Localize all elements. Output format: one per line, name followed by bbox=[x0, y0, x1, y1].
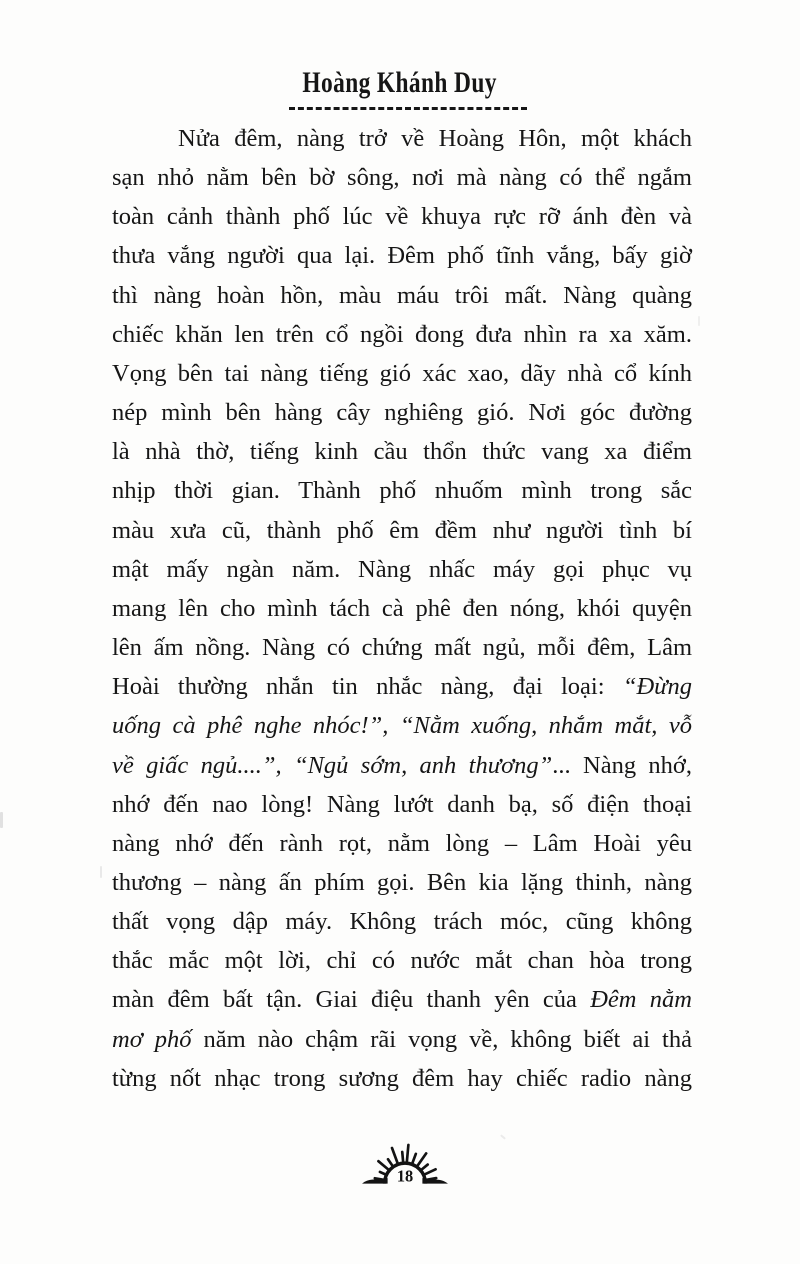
italic-quote-text: về giấc ngủ....”, “Ngủ sớm, anh thương” bbox=[112, 751, 553, 779]
scan-artifact bbox=[0, 812, 3, 828]
body-text-segment: toàn cảnh thành phố lúc về khuya rực rỡ ánh đèn và bbox=[112, 203, 692, 231]
text-line bbox=[112, 197, 692, 236]
page-number: 18 bbox=[396, 1166, 414, 1186]
body-text-segment: thắc mắc một lời, chỉ có nước mắt chan hòa trong bbox=[112, 947, 692, 975]
page-header bbox=[0, 66, 800, 100]
body-text-segment: nhớ đến nao lòng! Nàng lướt danh bạ, số điện thoại bbox=[112, 790, 692, 818]
body-text-segment: nép mình bên hàng cây nghiêng gió. Nơi góc đường bbox=[112, 399, 692, 427]
text-line bbox=[112, 746, 692, 785]
scan-artifact bbox=[698, 316, 700, 326]
body-text-segment: thưa vắng người qua lại. Đêm phố tĩnh vắng, bấy giờ bbox=[112, 242, 692, 270]
text-line bbox=[112, 785, 692, 824]
body-text-segment: nhịp thời gian. Thành phố nhuốm mình trong sắc bbox=[112, 477, 692, 505]
text-line bbox=[112, 276, 692, 315]
italic-quote-text: “Đừng bbox=[622, 673, 692, 701]
text-line bbox=[112, 432, 692, 471]
text-line bbox=[112, 354, 692, 393]
body-text-segment: Nửa đêm, nàng trở về Hoàng Hôn, một khách bbox=[178, 125, 692, 152]
body-text-segment: là nhà thờ, tiếng kinh cầu thổn thức vang xa điểm bbox=[112, 438, 692, 466]
body-text-segment: ... Nàng nhớ, bbox=[552, 751, 692, 779]
italic-quote-text: uống cà phê nghe nhóc!”, “Nằm xuống, nhắm mắt, vỗ bbox=[112, 712, 692, 740]
text-line bbox=[112, 119, 692, 158]
text-line bbox=[112, 315, 692, 354]
text-line bbox=[112, 667, 692, 706]
text-line bbox=[112, 980, 692, 1019]
text-line bbox=[112, 863, 692, 902]
text-line bbox=[112, 589, 692, 628]
body-text-segment: năm nào chậm rãi vọng về, không biết ai thả bbox=[191, 1025, 692, 1053]
dashed-divider bbox=[289, 107, 527, 110]
body-text-segment: màu xưa cũ, thành phố êm đềm như người tình bí bbox=[112, 516, 692, 544]
text-line bbox=[112, 393, 692, 432]
body-text-segment: mang lên cho mình tách cà phê đen nóng, khói quyện bbox=[112, 594, 692, 622]
text-line bbox=[112, 941, 692, 980]
text-line bbox=[112, 471, 692, 510]
body-text-segment: thất vọng dập máy. Không trách móc, cũng không bbox=[112, 908, 692, 936]
text-line bbox=[112, 511, 692, 550]
text-line bbox=[112, 902, 692, 941]
body-text-segment: từng nốt nhạc trong sương đêm hay chiếc radio nàng bbox=[112, 1064, 692, 1092]
body-text-segment: thương – nàng ấn phím gọi. Bên kia lặng thinh, nàng bbox=[112, 868, 692, 896]
body-text-segment: lên ấm nồng. Nàng có chứng mất ngủ, mỗi đêm, Lâm bbox=[112, 634, 692, 662]
text-line bbox=[112, 824, 692, 863]
author-name: Hoàng Khánh Duy bbox=[302, 66, 498, 99]
sunrise-ornament bbox=[360, 1128, 450, 1186]
body-text-segment: chiếc khăn len trên cổ ngồi đong đưa nhìn ra xa xăm. bbox=[112, 320, 692, 348]
body-text-segment: màn đêm bất tận. Giai điệu thanh yên của bbox=[112, 986, 591, 1014]
body-text-segment: nàng nhớ đến rành rọt, nằm lòng – Lâm Hoài yêu bbox=[112, 829, 692, 857]
text-line bbox=[112, 236, 692, 275]
body-text bbox=[112, 119, 692, 1098]
italic-quote-text: mơ phố bbox=[112, 1025, 192, 1053]
sunrise-ornament-icon bbox=[360, 1128, 450, 1186]
scan-artifact bbox=[100, 866, 102, 878]
text-line bbox=[112, 550, 692, 589]
scan-artifact bbox=[500, 1134, 506, 1139]
body-text-segment: thì nàng hoàn hồn, màu máu trôi mất. Nàng quàng bbox=[112, 281, 692, 309]
body-text-segment: mật mấy ngàn năm. Nàng nhấc máy gọi phục vụ bbox=[112, 555, 692, 583]
body-text-segment: Vọng bên tai nàng tiếng gió xác xao, dãy nhà cổ kính bbox=[112, 359, 692, 387]
body-text-segment: sạn nhỏ nằm bên bờ sông, nơi mà nàng có thể ngắm bbox=[112, 164, 692, 192]
text-line bbox=[112, 1020, 692, 1059]
text-line bbox=[112, 706, 692, 745]
italic-quote-text: Đêm nằm bbox=[590, 986, 692, 1014]
text-line bbox=[112, 628, 692, 667]
text-line bbox=[112, 1059, 692, 1098]
body-text-segment: Hoài thường nhắn tin nhắc nàng, đại loại: bbox=[112, 673, 623, 701]
text-line bbox=[112, 158, 692, 197]
